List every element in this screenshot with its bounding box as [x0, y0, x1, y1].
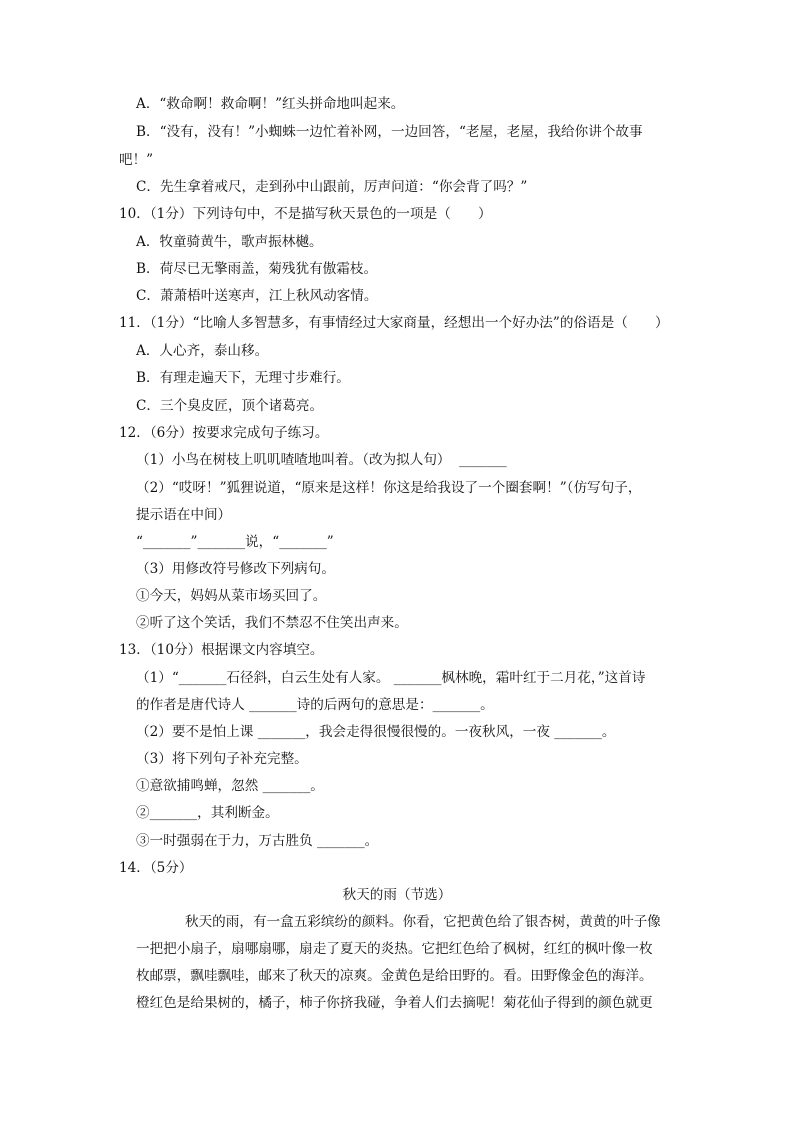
passage-line-3: 枚邮票，飘哇飘哇，邮来了秋天的凉爽。金黄色是给田野的。看。田野像金色的海洋。 [136, 968, 653, 984]
question-13: 13．（10分）根据课文内容填空。 [119, 642, 324, 658]
question-11: 11．（1分）“比喻人多智慧多，有事情经过大家商量，经想出一个好办法”的俗语是（ ） [119, 315, 669, 331]
q13-part-3: （3）将下列句子补充完整。 [136, 751, 308, 767]
q11-option-b: B．有理走遍天下，无理寸步难行。 [136, 370, 350, 386]
q10-option-b: B．荷尽已无擎雨盖，菊残犹有傲霜枝。 [136, 261, 378, 277]
q11-option-a: A．人心齐，泰山移。 [136, 343, 269, 359]
q12-sentence-2: ②听了这个笑话，我们不禁忍不住笑出声来。 [136, 615, 408, 631]
q13-part-2: （2）要不是怕上课 _______，我会走得很慢很慢的。一夜秋风，一夜 _______。 [136, 724, 616, 740]
passage-line-2: 一把把小扇子，扇哪扇哪，扇走了夏天的炎热。它把红色给了枫树，红红的枫叶像一枚 [136, 941, 653, 957]
passage-line-4: 橙红色是给果树的，橘子，柿子你挤我碰，争着人们去摘呢！菊花仙子得到的颜色就更 [136, 995, 653, 1011]
question-12: 12．（6分）按要求完成句子练习。 [119, 425, 329, 441]
passage-title: 秋天的雨（节选） [342, 887, 452, 903]
q10-option-a: A．牧童骑黄牛，歌声振林樾。 [136, 234, 323, 250]
q11-option-c: C．三个臭皮匠，顶个诸葛亮。 [136, 398, 324, 414]
q13-part-1: （1）“_______石径斜，白云生处有人家。 _______枫林晚，霜叶红于二月花，”这首诗 [136, 670, 646, 686]
q13-item-3: ③一时强弱在于力，万古胜负 _______。 [136, 833, 379, 849]
question-14: 14．（5分） [119, 860, 193, 876]
q13-item-2: ②_______，其利断金。 [136, 805, 279, 821]
q13-item-1: ①意欲捕鸣蝉，忽然 _______。 [136, 778, 324, 794]
q12-part-2-blanks: “_______”_______说，“_______” [136, 534, 334, 550]
q12-part-2: （2）“哎呀！”狐狸说道，“原来是这样！你这是给我设了一个圈套啊！”（仿写句子， [136, 480, 642, 496]
q12-part-3: （3）用修改符号修改下列病句。 [136, 561, 335, 577]
q12-sentence-1: ①今天，妈妈从菜市场买回了。 [136, 588, 327, 604]
q12-part-2-cont: 提示语在中间） [136, 507, 232, 523]
passage-line-1: 秋天的雨，有一盒五彩缤纷的颜料。你看，它把黄色给了银杏树，黄黄的叶子像 [185, 914, 661, 930]
q12-part-1: （1）小鸟在树枝上叽叽喳喳地叫着。（改为拟人句） _______ [136, 452, 507, 468]
q9-option-c: C．先生拿着戒尺，走到孙中山跟前，厉声问道：“你会背了吗？” [136, 179, 528, 195]
q13-part-1-cont: 的作者是唐代诗人 _______诗的后两句的意思是：_______。 [136, 697, 494, 713]
q10-option-c: C．萧萧梧叶送寒声，江上秋风动客情。 [136, 288, 378, 304]
q9-option-a: A．“救命啊！救命啊！”红头拼命地叫起来。 [136, 96, 405, 112]
q9-option-b: B．“没有，没有！”小蜘蛛一边忙着补网，一边回答，“老屋，老屋，我给你讲个故事 [136, 124, 643, 140]
q9-option-b-cont: 吧！” [119, 152, 154, 168]
question-10: 10．（1分）下列诗句中，不是描写秋天景色的一项是（ ） [119, 206, 492, 222]
